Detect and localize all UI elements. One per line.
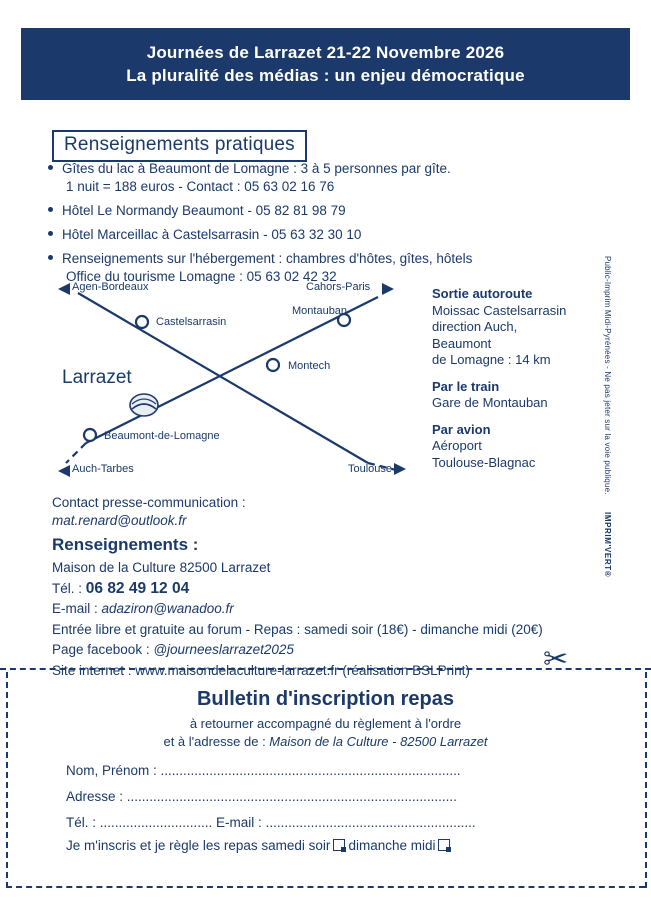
list-item-main: Hôtel Le Normandy Beaumont - 05 82 81 98 79 <box>62 203 346 218</box>
contact-details-block <box>52 558 612 681</box>
coupon-title: Bulletin d'inscription repas <box>196 688 454 710</box>
map-label-larrazet: Larrazet <box>62 367 132 388</box>
coupon-meal-label-1: Je m'inscris et je règle les repas samedi soir <box>66 838 331 853</box>
map-node-montech: Montech <box>288 360 331 372</box>
contact-section-title: Renseignements : <box>52 535 199 554</box>
coupon-field-name-label: Nom, Prénom : <box>66 763 161 778</box>
list-item <box>48 202 608 220</box>
coupon-address-value: Maison de la Culture - 82500 Larrazet <box>269 734 488 749</box>
contact-website-value[interactable]: www.maisondelaculture-larrazet.fr (réalisation BSLPrint) <box>135 662 470 678</box>
access-train-line1: Gare de Montauban <box>432 395 548 410</box>
contact-email-row <box>52 599 612 620</box>
list-item-main: Renseignements sur l'hébergement : chambres d'hôtes, gîtes, hôtels <box>62 251 473 266</box>
bullet-icon <box>48 231 53 236</box>
access-map <box>48 275 428 490</box>
coupon-subtitle <box>0 715 651 751</box>
practical-info-list <box>48 160 608 292</box>
coupon-subtitle-line1: à retourner accompagné du règlement à l'ordre <box>189 716 462 731</box>
access-autoroute-line4: de Lomagne : 14 km <box>432 352 551 367</box>
contact-facebook-row <box>52 640 612 661</box>
header-banner <box>21 28 630 100</box>
coupon-address-label: et à l'adresse de : <box>163 734 270 749</box>
imprimvert-logo-text: IMPRIM'VERT® <box>603 512 612 578</box>
coupon-subtitle-line2 <box>0 733 651 751</box>
press-contact-email[interactable]: mat.renard@outlook.fr <box>52 513 187 528</box>
header-title-line2: La pluralité des médias : un enjeu démocratique <box>126 66 525 85</box>
contact-email-value[interactable]: adaziron@wanadoo.fr <box>101 601 234 616</box>
list-item <box>48 226 608 244</box>
coupon-field-tel-label: Tél. : <box>66 815 100 830</box>
access-autoroute-title: Sortie autoroute <box>432 286 533 301</box>
contact-facebook-value[interactable]: @journeeslarrazet2025 <box>153 642 294 657</box>
access-autoroute-line1: Moissac Castelsarrasin <box>432 302 567 318</box>
bullet-icon <box>48 165 53 170</box>
contact-website-label: Site internet : <box>52 662 136 678</box>
map-node-castelsarrasin: Castelsarrasin <box>156 316 227 328</box>
coupon-field-address-label: Adresse : <box>66 789 127 804</box>
press-contact-label: Contact presse-communication : <box>52 495 246 510</box>
access-avion-line2: Toulouse-Blagnac <box>432 454 536 470</box>
side-credit-text: Public-Imprim Midi-Pyrénées - Ne pas jeter sur la voie publique. <box>603 256 612 495</box>
bullet-icon <box>48 255 53 260</box>
coupon-fields <box>66 758 586 836</box>
access-autoroute-line3: Beaumont <box>432 335 492 351</box>
coupon-meal-label-2: dimanche midi <box>348 838 436 853</box>
scissors-icon: ✂ <box>543 643 569 676</box>
map-node-beaumont-de-lomagne: Beaumont-de-Lomagne <box>104 430 220 442</box>
contact-facebook-label: Page facebook : <box>52 642 154 657</box>
access-train-title: Par le train <box>432 378 500 394</box>
contact-address: Maison de la Culture 82500 Larrazet <box>52 560 271 575</box>
coupon-field-name-row <box>66 758 586 784</box>
map-direction-auch-tarbes: Auch-Tarbes <box>72 463 134 475</box>
checkbox-samedi-soir[interactable] <box>333 839 345 851</box>
access-autoroute-line2: direction Auch, <box>432 319 518 334</box>
coupon-field-name-input[interactable]: ................................................................................ <box>160 763 461 778</box>
practical-info-title: Renseignements pratiques <box>52 130 307 162</box>
press-contact-block <box>52 494 246 530</box>
coupon-field-email-label: E-mail : <box>212 815 266 830</box>
map-direction-cahors-paris: Cahors-Paris <box>306 281 371 293</box>
list-item-main: Gîtes du lac à Beaumont de Lomagne : 3 à 5 personnes par gîte. <box>62 161 451 176</box>
list-item-main: Hôtel Marceillac à Castelsarrasin - 05 63 32 30 10 <box>62 227 362 242</box>
contact-tel-label: Tél. : <box>52 580 86 596</box>
contact-tel-value: 06 82 49 12 04 <box>85 579 190 597</box>
contact-email-label: E-mail : <box>52 601 102 616</box>
map-direction-toulouse: Toulouse <box>348 463 393 475</box>
header-title-line1: Journées de Larrazet 21-22 Novembre 2026 <box>146 43 505 62</box>
access-info-column <box>432 286 607 471</box>
coupon-border-bottom <box>6 886 645 888</box>
coupon-field-address-input[interactable]: ........................................................................................ <box>126 789 457 804</box>
coupon-field-tel-input[interactable]: .............................. <box>99 815 213 830</box>
contact-entry-info: Entrée libre et gratuite au forum - Repas : samedi soir (18€) - dimanche midi (20€) <box>52 621 543 637</box>
coupon-field-tel-email-row <box>66 810 586 836</box>
list-item-sub: 1 nuit = 188 euros - Contact : 05 63 02 16 76 <box>66 179 335 194</box>
checkbox-dimanche-midi[interactable] <box>438 839 450 851</box>
list-item <box>48 160 608 196</box>
access-avion-title: Par avion <box>432 421 491 437</box>
map-direction-agen-bordeaux: Agen-Bordeaux <box>72 281 149 293</box>
coupon-meal-choice <box>66 838 453 853</box>
bullet-icon <box>48 207 53 212</box>
coupon-field-email-input[interactable]: ........................................................ <box>265 815 476 830</box>
contact-tel-row <box>52 579 612 600</box>
access-avion-line1: Aéroport <box>432 438 482 453</box>
coupon-field-address-row <box>66 784 586 810</box>
contact-website-row <box>52 661 612 682</box>
list-item-sub: Office du tourisme Lomagne : 05 63 02 42 32 <box>66 269 337 284</box>
cut-line-divider <box>0 668 651 670</box>
map-node-montauban: Montauban <box>292 305 348 317</box>
